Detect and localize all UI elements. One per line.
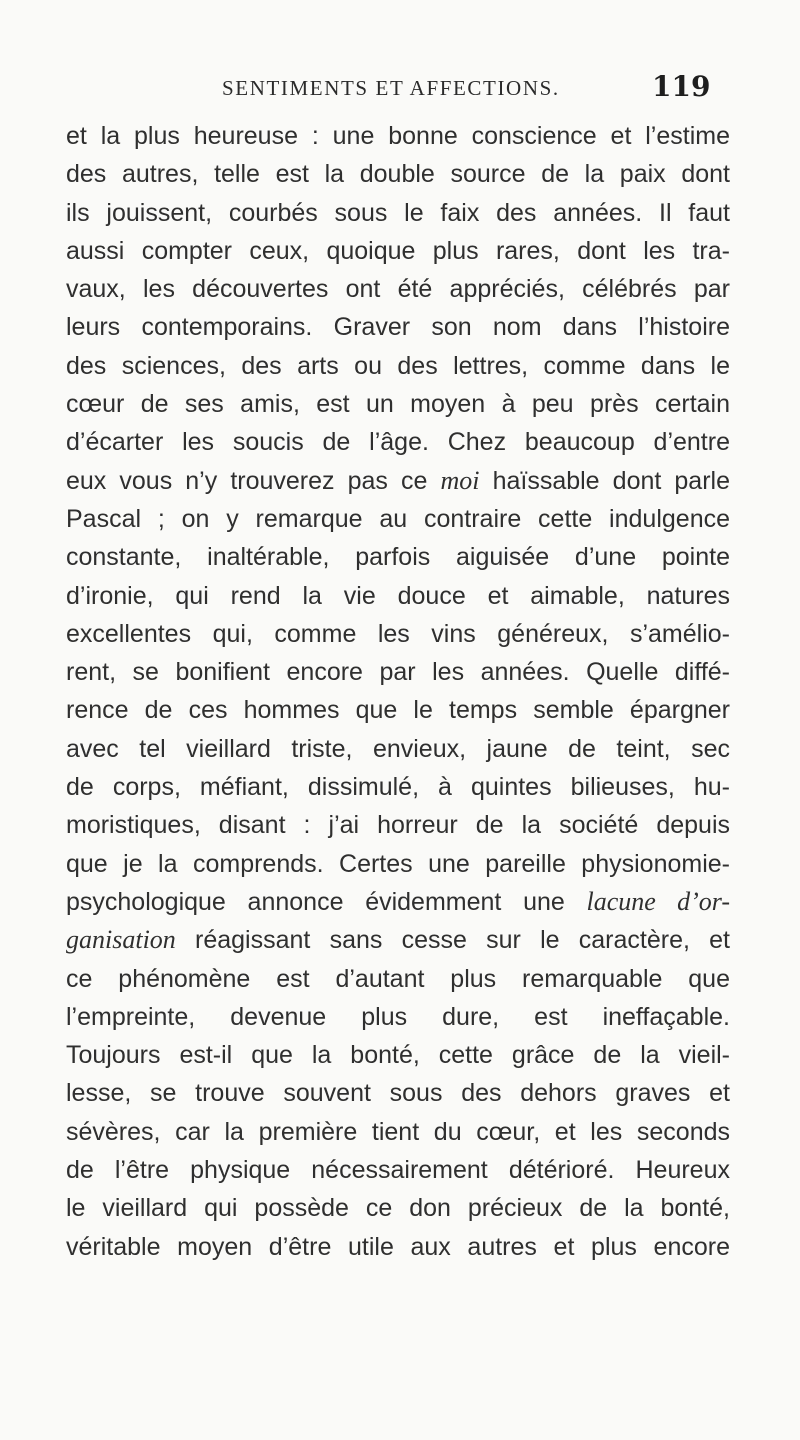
italic-text: ganisation	[66, 925, 176, 955]
text-segment: l’empreinte, devenue plus dure, est ineffaçable.	[66, 1002, 730, 1031]
text-segment: moristiques, disant : j’ai horreur de la société depuis	[66, 811, 730, 840]
text-line	[66, 308, 730, 346]
text-segment: sévères, car la première tient du cœur, et les seconds	[66, 1117, 730, 1146]
text-segment: et la plus heureuse : une bonne conscience et l’estime	[66, 122, 730, 150]
text-segment: excellentes qui, comme les vins généreux, s’amélio-	[66, 619, 730, 648]
italic-text: lacune d’or-	[586, 886, 731, 916]
text-segment: lesse, se trouve souvent sous des dehors graves et	[66, 1079, 730, 1108]
text-line	[66, 960, 730, 998]
running-header	[0, 70, 800, 106]
text-segment: de l’être physique nécessairement détérioré. Heureux	[66, 1156, 730, 1185]
running-title: SENTIMENTS ET AFFECTIONS.	[222, 76, 560, 100]
text-segment: avec tel vieillard triste, envieux, jaune de teint, sec	[66, 734, 730, 763]
text-line	[66, 1113, 730, 1151]
text-line	[66, 155, 730, 193]
text-line	[66, 538, 730, 576]
italic-text: moi	[440, 465, 480, 495]
page-number: 119	[652, 70, 711, 103]
text-line	[66, 768, 730, 806]
text-segment: des autres, telle est la double source de la paix dont	[66, 160, 730, 189]
text-segment: vaux, les découvertes ont été appréciés, célébrés par	[66, 275, 730, 304]
text-segment: ce phénomène est d’autant plus remarquable que	[66, 964, 730, 993]
text-segment: eux vous n’y trouverez pas ce	[66, 466, 441, 495]
text-segment: Pascal ; on y remarque au contraire cette indulgence	[66, 504, 730, 533]
text-line	[66, 423, 730, 461]
text-segment: le vieillard qui possède ce don précieux de la bonté,	[66, 1194, 730, 1223]
text-segment: rent, se bonifient encore par les années. Quelle diffé-	[66, 658, 730, 687]
text-segment: d’écarter les soucis de l’âge. Chez beaucoup d’entre	[66, 428, 730, 457]
text-line	[66, 194, 730, 232]
text-segment: réagissant sans cesse sur le caractère, et	[175, 926, 730, 955]
text-segment: des sciences, des arts ou des lettres, comme dans le	[66, 351, 730, 380]
text-line	[66, 500, 730, 538]
text-line	[66, 117, 730, 155]
text-line	[66, 1189, 730, 1227]
text-line	[66, 615, 730, 653]
text-segment: véritable moyen d’être utile aux autres et plus encore	[66, 1232, 730, 1261]
text-line	[66, 845, 730, 883]
text-line	[66, 385, 730, 423]
text-line	[66, 462, 730, 500]
text-line	[66, 270, 730, 308]
text-line	[66, 347, 730, 385]
text-line	[66, 806, 730, 844]
text-segment: Toujours est-il que la bonté, cette grâce de la vieil-	[66, 1041, 730, 1070]
body-text	[66, 117, 730, 1266]
text-line	[66, 1228, 730, 1266]
text-line	[66, 921, 730, 959]
text-segment: leurs contemporains. Graver son nom dans l’histoire	[66, 313, 730, 342]
text-line	[66, 1074, 730, 1112]
text-segment: psychologique annonce évidemment une	[66, 887, 587, 916]
text-segment: rence de ces hommes que le temps semble épargner	[66, 696, 730, 725]
text-segment: haïssable dont parle	[479, 466, 730, 495]
text-line	[66, 998, 730, 1036]
text-segment: cœur de ses amis, est un moyen à peu près certain	[66, 390, 730, 419]
text-segment: de corps, méfiant, dissimulé, à quintes bilieuses, hu-	[66, 773, 730, 802]
text-line	[66, 577, 730, 615]
text-line	[66, 1036, 730, 1074]
text-line	[66, 232, 730, 270]
text-segment: que je la comprends. Certes une pareille physionomie-	[66, 849, 730, 878]
text-line	[66, 730, 730, 768]
text-segment: constante, inaltérable, parfois aiguisée d’une pointe	[66, 543, 730, 572]
text-line	[66, 883, 730, 921]
text-line	[66, 653, 730, 691]
text-line	[66, 691, 730, 729]
text-line	[66, 1151, 730, 1189]
text-segment: d’ironie, qui rend la vie douce et aimable, natures	[66, 581, 730, 610]
text-segment: ils jouissent, courbés sous le faix des années. Il faut	[66, 198, 730, 227]
text-segment: aussi compter ceux, quoique plus rares, dont les tra-	[66, 236, 730, 265]
